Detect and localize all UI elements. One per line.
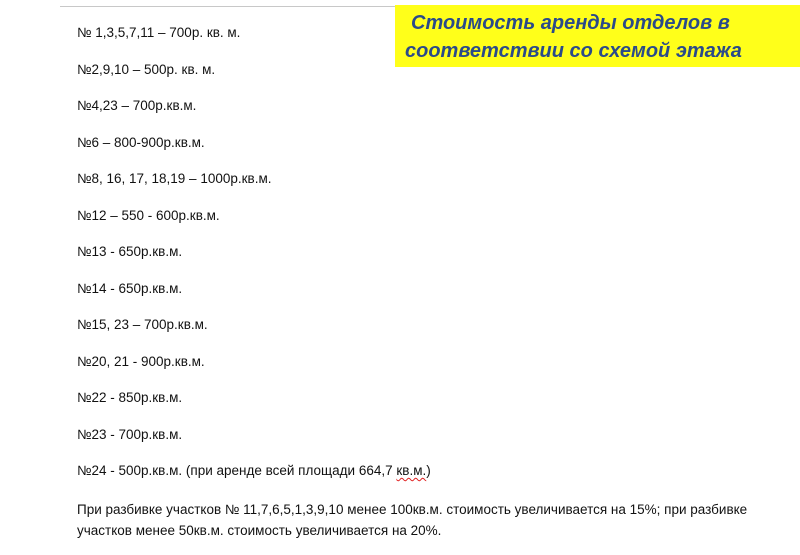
price-item: №20, 21 - 900р.кв.м.: [77, 353, 205, 369]
price-item: №2,9,10 – 500р. кв. м.: [77, 61, 216, 77]
price-item: №14 - 650р.кв.м.: [77, 280, 183, 296]
price-item: №8, 16, 17, 18,19 – 1000р.кв.м.: [77, 171, 272, 186]
banner-title-line-1: Стоимость аренды отделов в: [411, 12, 730, 34]
price-item: №12 – 550 - 600р.кв.м.: [77, 207, 220, 223]
price-item: №15, 23 – 700р.кв.м.: [77, 317, 208, 332]
price-item: №22 - 850р.кв.м.: [77, 390, 183, 405]
pricing-note: При разбивке участков № 11,7,6,5,1,3,9,10 менее 100кв.м. стоимость увеличивается на 15%; при разбивке участков менее 50кв.м. стоимость увеличивается на 20%.: [77, 502, 748, 538]
price-item: №23 - 700р.кв.м.: [77, 426, 183, 442]
title-banner: [395, 5, 800, 67]
last-item-text: №24 - 500р.кв.м. (при аренде всей площади 664,7: [77, 463, 397, 478]
spellcheck-underlined-word: кв.м.: [396, 463, 427, 478]
price-list: [77, 25, 431, 500]
last-item-closing: ): [426, 463, 431, 478]
price-item: №4,23 – 700р.кв.м.: [77, 98, 197, 113]
price-item: №13 - 650р.кв.м.: [77, 244, 183, 259]
top-divider: [60, 6, 396, 7]
banner-title-line-2: соответствии со схемой этажа: [405, 40, 742, 62]
price-item: № 1,3,5,7,11 – 700р. кв. м.: [77, 25, 241, 40]
price-item: №6 – 800-900р.кв.м.: [77, 134, 205, 150]
price-item-last: [77, 463, 431, 500]
